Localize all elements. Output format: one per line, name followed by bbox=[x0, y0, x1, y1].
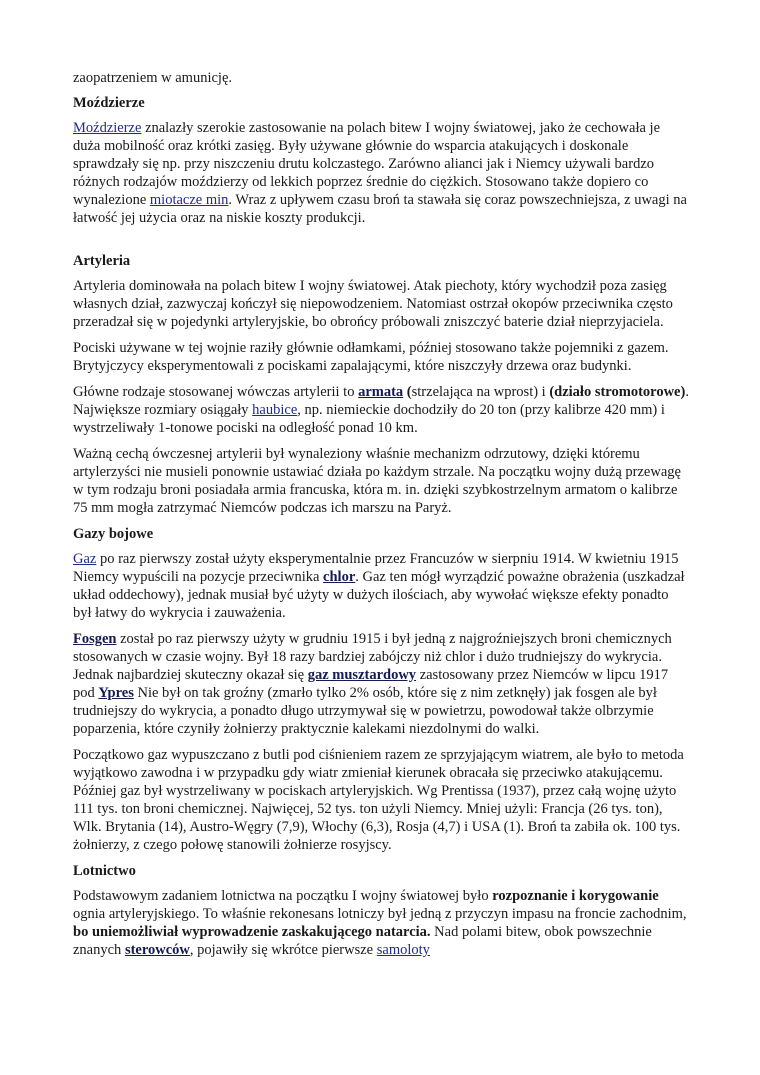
aviation-paragraph: Podstawowym zadaniem lotnictwa na początku I wojny światowej było rozpoznanie i korygowanie ognia artyleryjskiego. To właśnie rekonesans lotniczy był jedną z przyczyn impasu na froncie zachodnim, bo uniemożliwiał wyprowadzenie zaskakującego natarcia. Nad polami bitew, obok powszechnie znanych sterowców, pojawiły się wkrótce pierwsze samoloty bbox=[73, 888, 687, 958]
mortars-paragraph: Moździerze znalazły szerokie zastosowanie na polach bitew I wojny światowej, jako że cechowała je duża mobilność oraz krótki zasięg. Były używane głównie do wsparcia atakujących i doskonale sprawdzały się np. przy niszczeniu drutu kolczastego. Zarówno alianci jak i Niemcy używali bardzo różnych rodzajów moździerzy od lekkich poprzez średnie do ciężkich. Stosowano także dopiero co wynalezione miotacze min. Wraz z upływem czasu broń ta stawała się coraz powszechniejsza, z uwagi na łatwość jej użycia oraz na niskie koszty produkcji. bbox=[73, 120, 687, 226]
link-phosgene[interactable]: Fosgen bbox=[73, 631, 117, 647]
heading-mortars: Moździerze bbox=[73, 95, 145, 111]
heading-gases: Gazy bojowe bbox=[73, 526, 154, 542]
artillery-paragraph-1: Artyleria dominowała na polach bitew I wojny światowej. Atak piechoty, który wychodził poza zasięg własnych dział, zazwyczaj kończył się niepowodzeniem. Natomiast ostrzał okopów przeciwnika często przeradzał się w pojedynki artyleryjskie, bo obrońcy próbowali zniszczyć baterie dział nieprzyjaciela. bbox=[73, 278, 673, 330]
artillery-paragraph-4: Ważną cechą ówczesnej artylerii był wynaleziony właśnie mechanizm odrzutowy, dzięki któremu artylerzyści nie musieli ponownie ustawiać działa po każdym strzale. Na początku wojny dużą przewagę w tym rodzaju broni posiadała armia francuska, która m. in. dzięki szybkostrzelnym armatom o kalibrze 75 mm mogła zatrzymać Niemców podczas ich marszu na Paryż. bbox=[73, 446, 681, 516]
heading-artillery: Artyleria bbox=[73, 253, 131, 269]
link-airplanes[interactable]: samoloty bbox=[376, 942, 430, 958]
link-mortars[interactable]: Moździerze bbox=[73, 120, 142, 136]
link-gas[interactable]: Gaz bbox=[73, 551, 97, 567]
link-ypres[interactable]: Ypres bbox=[98, 685, 134, 701]
gases-paragraph-1: Gaz po raz pierwszy został użyty eksperymentalnie przez Francuzów w sierpniu 1914. W kwietniu 1915 Niemcy wypuścili na pozycje przeciwnika chlor. Gaz ten mógł wyrządzić poważne obrażenia (uszkadzał układ oddechowy), jednak musiał być użyty w dużych ilościach, aby wywołać większe efekty ponadto był łatwy do wykrycia i zauważenia. bbox=[73, 551, 685, 621]
document-page bbox=[73, 69, 690, 967]
link-cannon[interactable]: armata bbox=[358, 384, 404, 400]
artillery-paragraph-2: Pociski używane w tej wojnie raziły głównie odłamkami, później stosowano także pojemniki z gazem. Brytyjczycy eksperymentowali z pociskami zapalającymi, które niszczyły drzewa oraz budynki. bbox=[73, 340, 669, 374]
artillery-paragraph-3: Główne rodzaje stosowanej wówczas artylerii to armata (strzelająca na wprost) i (działo stromotorowe). Największe rozmiary osiągały haubice, np. niemieckie dochodziły do 20 ton (przy kalibrze 420 mm) i wystrzeliwały 1-tonowe pociski na odległość ponad 10 km. bbox=[73, 384, 689, 436]
intro-text: zaopatrzeniem w amunicję. bbox=[73, 70, 233, 86]
link-chlorine[interactable]: chlor bbox=[323, 569, 356, 585]
link-mine-launchers[interactable]: miotacze min bbox=[149, 192, 229, 208]
gases-paragraph-3: Początkowo gaz wypuszczano z butli pod ciśnieniem razem ze sprzyjającym wiatrem, ale było to metoda wyjątkowo zawodna i w przypadku gdy wiatr zmieniał kierunek obracała się przeciwko atakującemu. Później gaz był wystrzeliwany w pociskach artyleryjskich. Wg Prentissa (1937), przez całą wojnę użyto 111 tys. ton broni chemicznej. Najwięcej, 52 tys. ton użyli Niemcy. Mniej użyli: Francja (26 tys. ton), Wlk. Brytania (14), Austro-Węgry (7,9), Włochy (6,3), Rosja (4,7) i USA (1). Broń ta zabiła ok. 100 tys. żołnierzy, z czego połowę stanowili żołnierze rosyjscy. bbox=[73, 747, 684, 853]
link-mustard-gas[interactable]: gaz musztardowy bbox=[307, 667, 417, 683]
link-howitzers[interactable]: haubice bbox=[252, 402, 298, 418]
link-airships[interactable]: sterowców bbox=[124, 942, 190, 958]
gases-paragraph-2: Fosgen został po raz pierwszy użyty w grudniu 1915 i był jedną z najgroźniejszych broni chemicznych stosowanych w czasie wojny. Był 18 razy bardziej zabójczy niż chlor i dużo trudniejszy do wykrycia. Jednak najbardziej skuteczny okazał się gaz musztardowy zastosowany przez Niemców w lipcu 1917 pod Ypres Nie był on tak groźny (zmarło tylko 2% osób, które się z nim zetknęły) jak fosgen ale był trudniejszy do wykrycia, a ponadto długo utrzymywał się w powietrzu, powodował także olbrzymie poparzenia, które czyniły żołnierzy praktycznie kalekami niezdolnymi do walki. bbox=[73, 631, 672, 737]
heading-aviation: Lotnictwo bbox=[73, 863, 136, 879]
